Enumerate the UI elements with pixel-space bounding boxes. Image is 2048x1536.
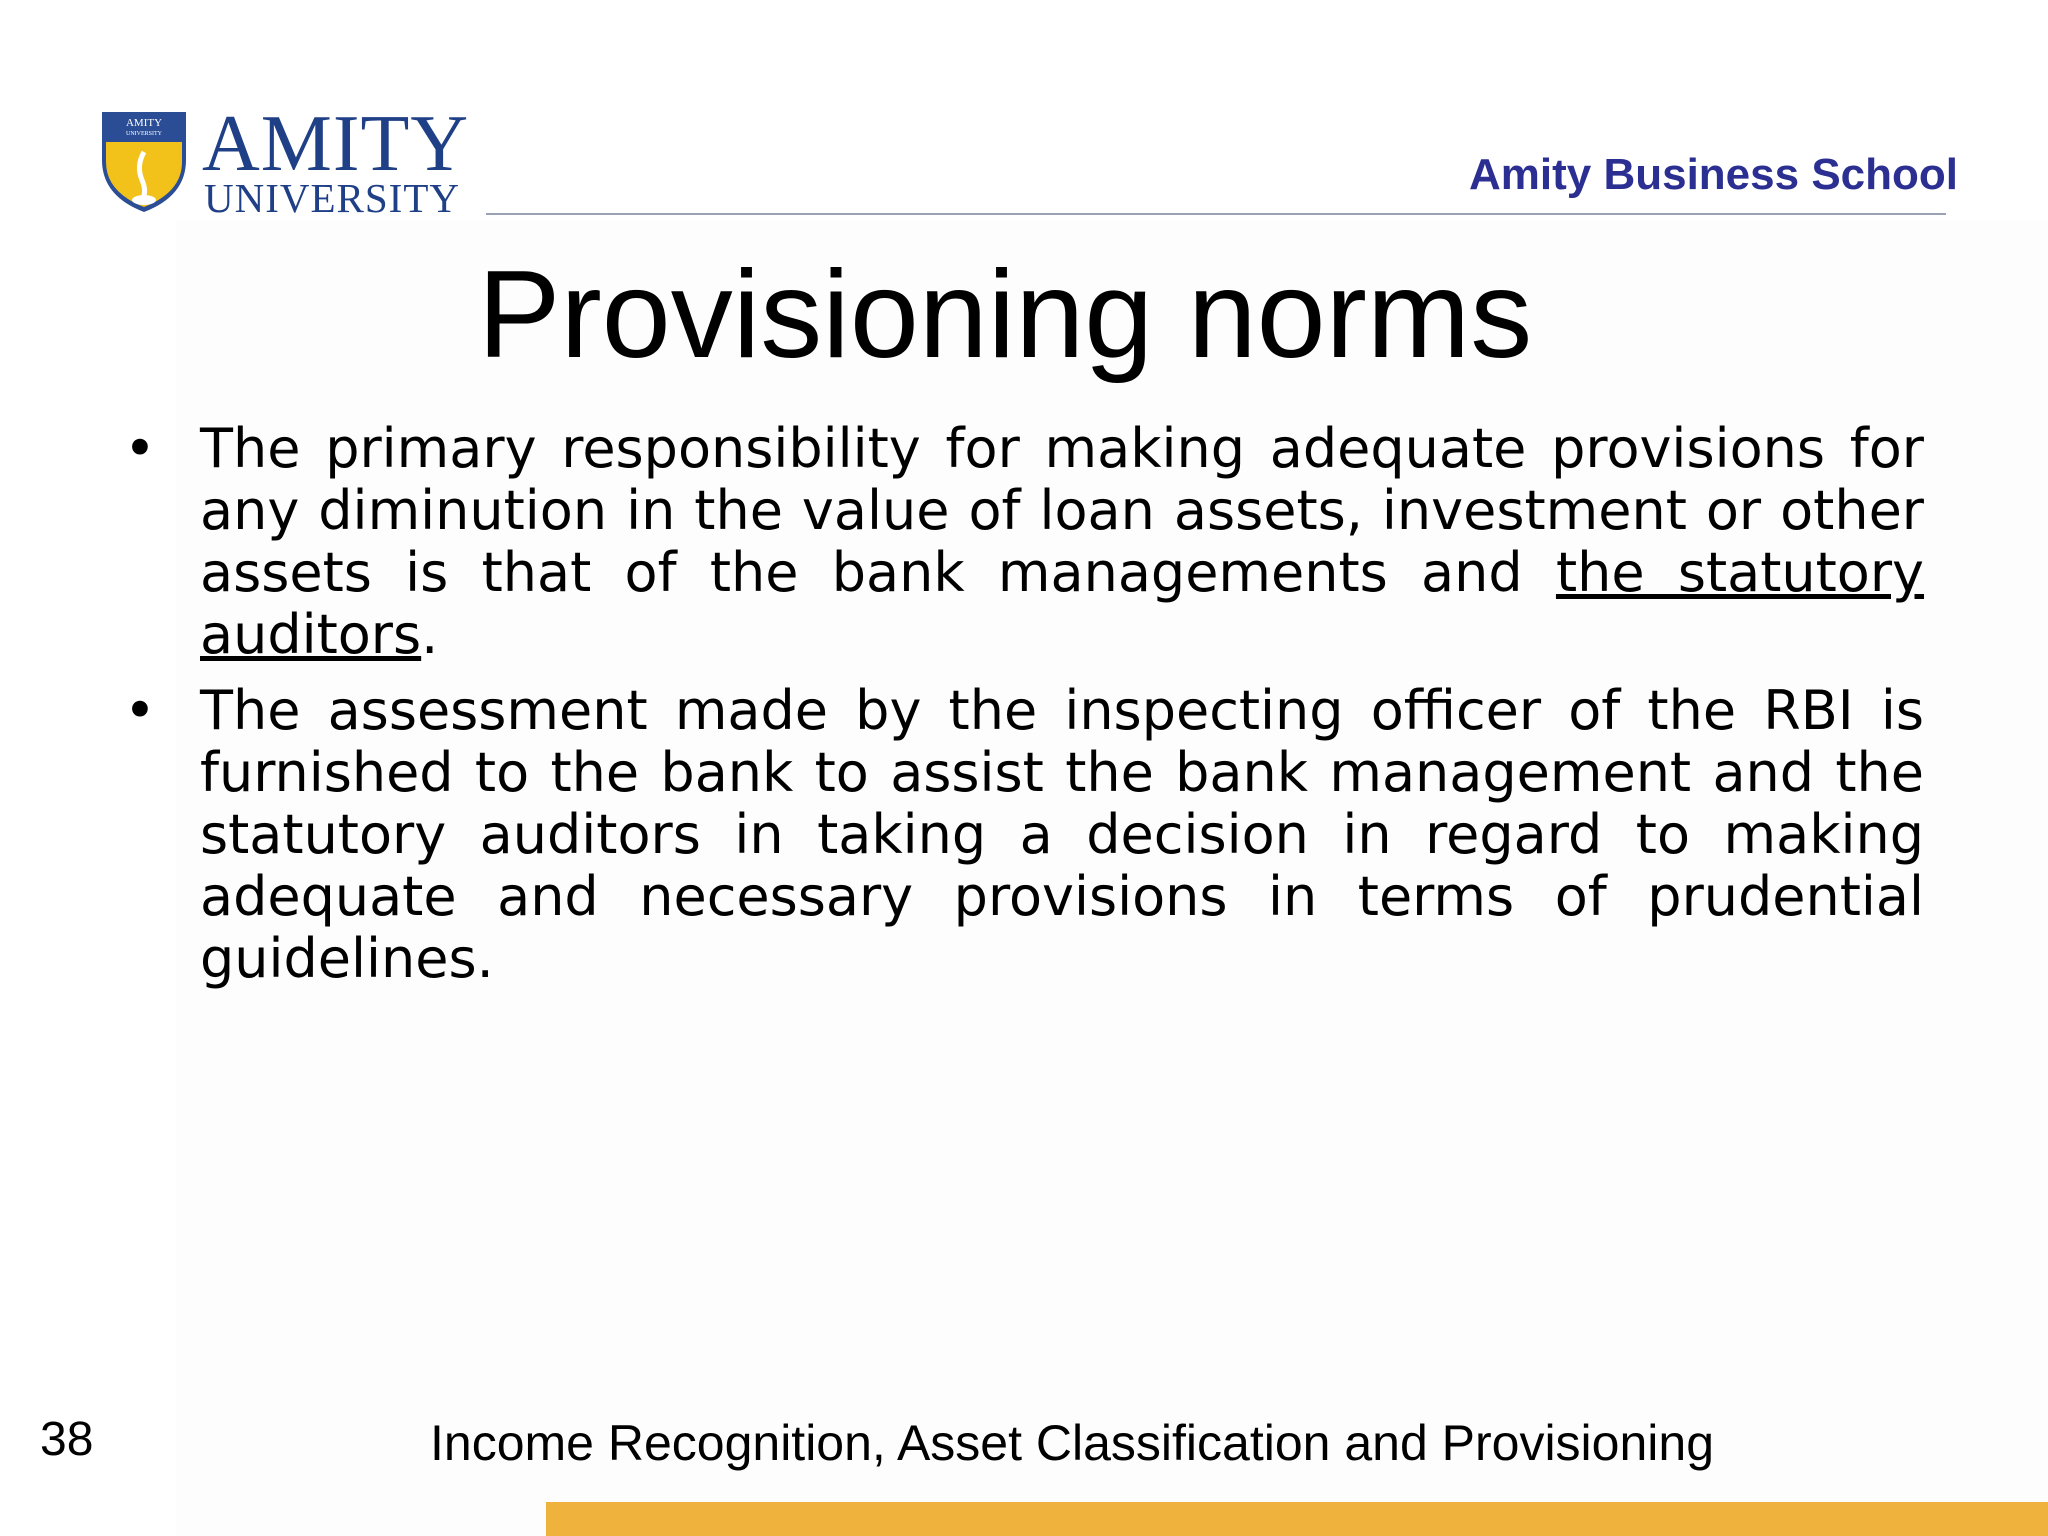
footer-accent-bar: [546, 1502, 2048, 1536]
slide-title: Provisioning norms: [477, 246, 1533, 384]
logo-subtitle: UNIVERSITY: [204, 175, 460, 221]
svg-text:AMITY: AMITY: [125, 117, 163, 129]
page-number: 38: [40, 1413, 94, 1466]
school-name: Amity Business School: [1468, 150, 1958, 199]
bullet-item: [118, 680, 1924, 990]
bullet-text: The primary responsibility for making adequate provisions for any diminution in the value of loan assets, investment or other assets is that of the bank managements and: [200, 417, 1924, 604]
bullet-icon: •: [124, 417, 156, 480]
logo-wordmark: AMITY: [202, 100, 470, 188]
bullet-item: [118, 418, 1924, 666]
bullet-underlined-text: the statutory auditors: [200, 541, 1925, 666]
bullet-list: [118, 418, 1924, 1004]
bullet-icon: •: [124, 679, 156, 742]
amity-university-logo: [96, 100, 470, 228]
crest-icon: [96, 104, 192, 216]
header-divider: [486, 213, 1946, 215]
bullet-text-end: .: [421, 603, 439, 666]
bullet-text: The assessment made by the inspecting officer of the RBI is furnished to the bank to assist the bank management and the statutory auditors in taking a decision in regard to making adequate and necessary provisions in terms of prudential guidelines.: [200, 679, 1924, 990]
svg-text:UNIVERSITY: UNIVERSITY: [126, 131, 162, 137]
footer-title: Income Recognition, Asset Classification and Provisioning: [430, 1415, 1715, 1471]
